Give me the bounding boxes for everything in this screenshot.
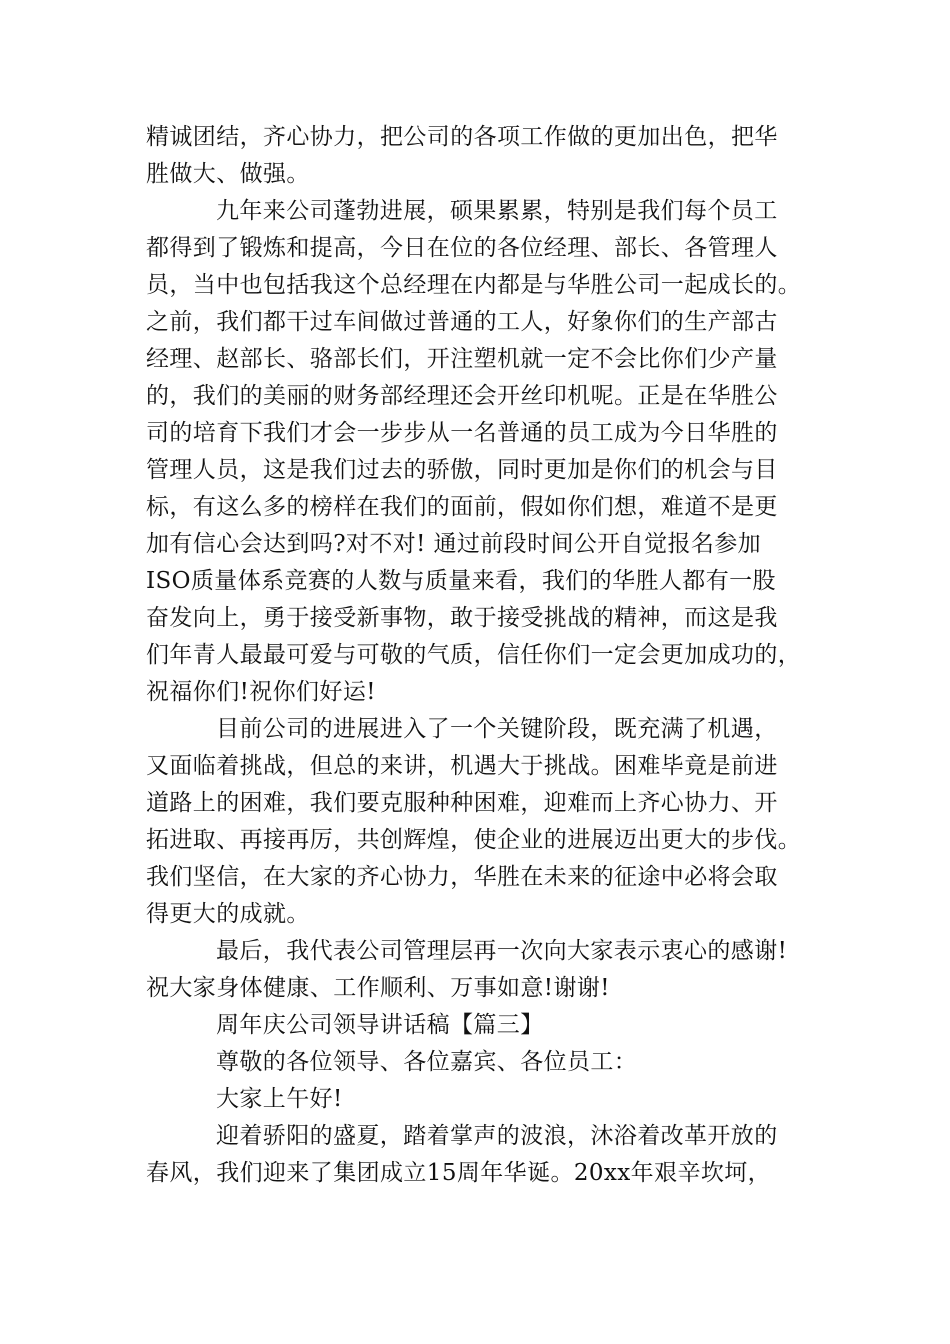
- text-line: 精诚团结，齐心协力，把公司的各项工作做的更加出色，把华: [146, 124, 778, 150]
- text-line: 奋发向上，勇于接受新事物，敢于接受挑战的精神，而这是我: [146, 605, 778, 631]
- text-line: 又面临着挑战，但总的来讲，机遇大于挑战。困难毕竟是前进: [146, 753, 778, 779]
- section-heading: 周年庆公司领导讲话稿【篇三】: [216, 1012, 544, 1038]
- text-line: 道路上的困难，我们要克服种种困难，迎难而上齐心协力、开: [146, 790, 778, 816]
- greeting: 大家上午好!: [216, 1086, 343, 1112]
- text-line: 之前，我们都干过车间做过普通的工人，好象你们的生产部古: [146, 309, 778, 335]
- text-line: 司的培育下我们才会一步步从一名普通的员工成为今日华胜的: [146, 420, 778, 446]
- text-line: ISO质量体系竞赛的人数与质量来看，我们的华胜人都有一股: [146, 568, 776, 594]
- paragraph-start: 九年来公司蓬勃进展，硕果累累，特别是我们每个员工: [216, 198, 778, 224]
- text-line: 管理人员，这是我们过去的骄傲，同时更加是你们的机会与目: [146, 457, 778, 483]
- text-line: 祝福你们!祝你们好运!: [146, 679, 376, 705]
- text-line: 员，当中也包括我这个总经理在内都是与华胜公司一起成长的。: [146, 272, 802, 298]
- paragraph-start: 目前公司的进展进入了一个关键阶段，既充满了机遇，: [216, 716, 778, 742]
- text-line: 经理、赵部长、骆部长们，开注塑机就一定不会比你们少产量: [146, 346, 778, 372]
- salutation: 尊敬的各位领导、各位嘉宾、各位员工：: [216, 1049, 638, 1075]
- text-line: 加有信心会达到吗?对不对! 通过前段时间公开自觉报名参加: [146, 531, 762, 557]
- text-line: 们年青人最最可爱与可敬的气质，信任你们一定会更加成功的，: [146, 642, 802, 668]
- text-line: 胜做大、做强。: [146, 161, 310, 187]
- paragraph-start: 最后，我代表公司管理层再一次向大家表示衷心的感谢!: [216, 938, 788, 964]
- text-line: 的，我们的美丽的财务部经理还会开丝印机呢。正是在华胜公: [146, 383, 778, 409]
- text-line: 得更大的成就。: [146, 901, 310, 927]
- text-line: 都得到了锻炼和提高，今日在位的各位经理、部长、各管理人: [146, 235, 778, 261]
- paragraph-start: 迎着骄阳的盛夏，踏着掌声的波浪，沐浴着改革开放的: [216, 1123, 778, 1149]
- text-line: 拓进取、再接再厉，共创辉煌，使企业的进展迈出更大的步伐。: [146, 827, 802, 853]
- text-line: 标，有这么多的榜样在我们的面前，假如你们想，难道不是更: [146, 494, 778, 520]
- text-line: 春风，我们迎来了集团成立15周年华诞。20xx年艰辛坎坷，: [146, 1160, 772, 1186]
- text-line: 祝大家身体健康、工作顺利、万事如意!谢谢!: [146, 975, 610, 1001]
- text-line: 我们坚信，在大家的齐心协力，华胜在未来的征途中必将会取: [146, 864, 778, 890]
